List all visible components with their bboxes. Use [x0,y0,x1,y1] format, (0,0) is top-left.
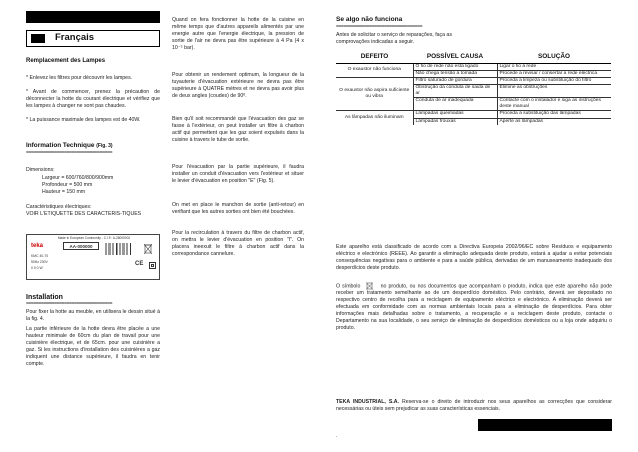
solution-cell: Ligar o fio à rede [497,63,611,70]
electrical-label: Caractéristiques électriques: [26,204,92,210]
tech-info-title: Information Technique (Fig. 3) [26,142,113,149]
defect-cell: As lâmpadas não iluminam [336,111,413,125]
solution-cell: Contacte com o instalador e siga as instruções deste manual [497,98,611,111]
ce-mark: CE [135,261,144,267]
install-text-2: La partie inférieure de la hotte devra être placée a une hauteur minimale de 60cm du plan de travail pour une cuisinière électrique, et de 65cm. pour une cuisinière a gaz. Si les instructions d'installation des cuisinières a gaz indiquent une distance supérieure, il faudra en tenir compte. [26,326,160,367]
barcode [105,243,131,255]
plate-freq: 50Hz 230V [31,260,48,264]
replace-text-1: * Enlevez les filtres pour découvrir les lampes. [26,75,133,81]
col2-para-4: Pour l'évacuation par la partie supérieure, il faudra installer un conduit d'évacuation vers l'extérieur et situer le levier d'évacuation en position "E" (Fig. 5). [172,164,304,184]
plate-model: AA-000000 [63,242,99,250]
col-header-defect: DEFEITO [336,53,413,63]
troubleshoot-title: Se algo não funciona [336,16,403,23]
solution-cell: Aperte as lâmpadas [497,118,611,125]
title-underline: ================================== [26,150,113,156]
plate-code: KMC 40-70 [31,254,49,258]
col-header-solution: SOLUÇÃO [497,53,611,63]
replace-lamps-title: Remplacement des Lampes [26,58,106,64]
table-row [336,111,611,118]
plate-made-in: Made in European Community - C.I.F.: A-28000002 [57,236,131,240]
table-row [336,63,611,70]
teka-notice: TEKA INDUSTRIAL, S.A. Reserva-se o direito de introduzir nos seus aparelhos as correcções que considerar necessárias ou úteis sem prejudicar as suas características essenciais. [336,399,612,412]
electrical-ref: VOIR L'ETIQUETTE DES CARACTERIS-TIQUES [26,211,142,217]
table-row [336,77,611,84]
col2-para-5: On met en place le manchon de sortie (anti-retour) en verifiant que les autres sorties ont bien été bouchées. [172,202,304,215]
dim-depth: Profondeur = 500 mm [42,182,93,188]
teka-logo: teka [31,243,44,249]
weee-text-1: Este aparelho está classificado de acordo com a Directiva Europeia 2002/96/EC sobre Resíduos e equipamento eléctrico e electrónico (REEE). Ao garantir a eliminação adequada deste produto, estará a ajudar a evitar potenciais consequências negativas para o ambiente e para a saúde pública, derivadas de um manuseamento inadequado dos desperdícios deste produto. [336,244,612,271]
col-header-cause: POSSÍVEL CAUSA [413,53,497,63]
col2-para-1: Quand on fera fonctionner la hotte de la cuisine en même temps que d'autres appareils alimentés par une energie autre que l'energie électrique, la pression de sortie de l'air ne devra pas être supérieure à 4 Pa (4 x 10⁻⁵ bar). [172,17,304,51]
bin-icon [143,243,153,255]
cause-cell: Lâmpadas queimadas [413,111,497,118]
troubleshoot-intro: Antes de solicitar o serviço de reparações, faça as comprovações indicadas a seguir. [336,32,452,45]
col2-para-6: Pour la recirculation à travers du filtre de charbon actif, on mettra le levier d'évacuation en position "I". On placera ineexuit le filtre à charbon actif dans la correspondance cannelure. [172,230,304,257]
trailing-dot: . [336,433,338,439]
replace-text-2: * Avant de commencer, prenez la précaution de déconnecter la hotte du courant électrique et vérifiez que les lampes à changer ne sont pas chaudes. [26,89,160,109]
table-header-row [336,53,611,63]
language-title: Français [55,32,95,44]
cause-cell: Lâmpadas frouxas [413,118,497,125]
solution-cell: Procede a revisar / consertar a rede eléctrica [497,70,611,77]
plate-power: 0 0 0 W [31,266,43,270]
solution-cell: Elimine as obstruções [497,84,611,97]
troubleshoot-table [336,53,611,125]
cause-cell: O fio de rede não está ligado [413,63,497,70]
cause-cell: Obstrução da conduta de saida de ar [413,84,497,97]
col2-para-2: Pour obtenir un rendement optimum, la longueur de la tuyauterie d'évacuation extérieure ne devra pas être supérieure à QUATRE mètres et ne devra pas avoir plus de deux angles (coudes) de 90º. [172,72,304,99]
solution-cell: Proceda a limpeza ou substituição do filtro [497,77,611,84]
col2-para-3: Bien qu'il soit recommandé que l'évacuation des gaz se fasse à l'extérieur, on peut installer un filtre à charbon actif qui permettent que les gaz soient expulsés dans la cuisine à travers le tube de sortie. [172,116,304,143]
dim-width: Largeur = 600/760/800/900mm [42,175,114,181]
solution-cell: Proceda à substituição das lâmpadas [497,111,611,118]
troubleshoot-underline: ================================== [336,24,423,30]
defect-cell: O exaustor não funciona [347,67,401,73]
double-insulation-icon [149,262,156,269]
cause-cell: Filtro saturado de gordura [413,77,497,84]
language-box [26,30,160,47]
install-text-1: Pour fixer la hotte au meuble, en utilisera le dessin situé à la fig. 4. [26,309,160,322]
installation-underline: ================================== [26,301,113,307]
dim-height: Hauteur = 150 mm [42,189,86,195]
defect-cell: O exaustor não aspira suficiente ou vibra [336,77,413,111]
language-marker-icon [31,34,45,43]
header-bar-left [26,11,160,23]
cause-cell: Conduta de ar inadequada [413,98,497,111]
installation-title: Installation [26,294,63,301]
crossed-bin-icon [362,282,378,290]
footer-bar-right [478,419,612,431]
dimensions-label: Dimensions: [26,167,55,173]
cause-cell: Não chega tensão à tomada [413,70,497,77]
replace-text-3: * La puissance maximale des lampes est de 40W. [26,117,141,123]
weee-text-2: O símbolo no produto, ou nos documentos que acompanham o produto, indica que este aparelho não pode receber um tratamento semelhante ao de um desperdício doméstico. Pelo contrário, deverá ser depositado no respectivo centro de recolha para a reciclagem de equipamento eléctrico e electrónico. A eliminação deverá ser efectuada em conformidade com as normas ambientais locais para a eliminação de desperdícios. Para obter informações mais detalhadas sobre o tratamento, a recuperação e a reciclagem deste produto, contacte o Departamento na sua localidade, o seu serviço de eliminação de desperdícios domésticos ou a loja onde adquiriu o produto. [336,283,612,331]
rating-plate [26,234,160,280]
